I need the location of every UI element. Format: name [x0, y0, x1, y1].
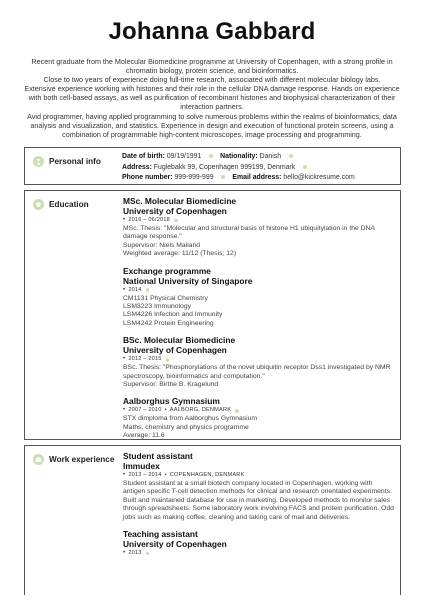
- personal-line-2: [122, 163, 394, 174]
- entry-dates: 2014: [128, 286, 142, 293]
- description-line: MSc. Thesis: "Molecular and structural basis of histone H1 ubiquitylation in the DNA damage response.": [123, 225, 375, 241]
- entry-description: [123, 364, 394, 389]
- personal-line-3: [122, 173, 394, 184]
- entry-organization: University of Copenhagen: [123, 206, 227, 216]
- entry-organization: University of Copenhagen: [123, 539, 227, 550]
- summary-line: Recent graduate from the Molecular Biomedicine programme at University of Copenhagen, with a strong profile in chromatin biology, protein science, and bioinformatics.: [31, 57, 393, 76]
- entry-dates: 2007 – 2010: [128, 407, 162, 414]
- section-title: Education: [49, 200, 89, 209]
- entry-meta: • 2007 – 2010 • AALBORG, DENMARK: [123, 406, 394, 415]
- separator-dot: [174, 219, 178, 223]
- section-header: [33, 199, 89, 210]
- separator-dot: [289, 154, 293, 158]
- description-line: STX dimploma from Aalborghus Gymnasium: [123, 415, 258, 423]
- email-label: Email address:: [232, 174, 282, 181]
- entry-title: Student assistant: [123, 451, 193, 461]
- entry-title: BSc. Molecular Biomedicine: [123, 335, 236, 346]
- personal-line-1: [122, 152, 394, 163]
- separator-dot: [146, 552, 150, 556]
- nationality-label: Nationality:: [220, 153, 258, 160]
- entry-dates: 2016 – 06/2018: [128, 217, 170, 223]
- separator-dot: [235, 409, 239, 413]
- education-entry: [123, 335, 394, 389]
- description-line: LSM3223 Immunology: [123, 303, 192, 311]
- entry-meta: • 2013: [123, 549, 394, 558]
- nationality-value: Danish: [259, 153, 282, 160]
- section-header: [33, 454, 114, 465]
- education-entry: [123, 196, 394, 259]
- phone-label: Phone number:: [122, 174, 173, 181]
- entry-meta: • 2012 – 2015: [123, 355, 394, 364]
- section-title: Personal info: [49, 157, 101, 166]
- work-entry: [123, 451, 394, 522]
- description-line: Weighted average: 11/12 (Thesis; 12): [123, 250, 237, 258]
- separator-dot: [166, 358, 170, 362]
- address-value: Fuglebakk 99, Copenhagen 999199, Denmark: [153, 163, 296, 171]
- profile-summary: [24, 57, 400, 139]
- entry-dates: 2013: [128, 550, 142, 557]
- briefcase-icon: [33, 454, 44, 465]
- entry-meta: • 2016 – 06/2018: [123, 216, 394, 225]
- entry-dates: 2012 – 2015: [128, 356, 162, 363]
- description-line: Student assistant at a small biotech company located in Copenhagen, working with antigen specific T-cell detection methods for clinical and research orientated experiments. Built and maintained database for use in marketing. Developed methods to monitor sales through spreadsheets. Some laboratory work involving FACS and protein purification. Odd jobs such as making coffee, cleaning and taking care of mail and deliveries.: [123, 480, 394, 521]
- entry-title: MSc. Molecular Biomedicine: [123, 196, 237, 206]
- section-title: Work experience: [49, 455, 115, 464]
- dob-value: 09/19/1991: [166, 153, 202, 160]
- entry-title: Teaching assistant: [123, 529, 198, 540]
- education-body: [123, 196, 394, 448]
- email-value: hello@kickresume.com: [283, 174, 355, 181]
- description-line: Supervisor: Niels Mailand: [123, 241, 201, 249]
- entry-description: [123, 480, 394, 522]
- description-line: LSM4226 Infection and Immunity: [123, 311, 223, 319]
- entry-dates: 2013 – 2014: [128, 472, 162, 478]
- dob-label: Date of birth:: [122, 153, 165, 160]
- education-entry: [123, 266, 394, 329]
- summary-line: Avid programmer, having applied programming to solve numerous problems within the realms of bioinformatics, data analysis and visualization, and statistics. Experience in design and execution of functional protein screens, using a combination of programmable high-content microscopes, image processing and programming.: [27, 111, 397, 139]
- summary-line: Extensive experience working with histones and their role in the cellular DNA damage response. Hands on experience with both cell-based assays, as well as purification of recombinant histones and biophysical characterization of their interaction partners.: [24, 84, 400, 112]
- personal-info-section: [24, 147, 401, 185]
- education-entry: [123, 396, 394, 440]
- entry-meta: • 2014: [123, 286, 394, 295]
- description-line: Maths, chemistry and physics programme: [123, 423, 249, 431]
- entry-location: COPENHAGEN, DENMARK: [169, 472, 245, 478]
- description-line: Supervisor: Birthe B. Kragelund: [123, 381, 219, 389]
- education-section: [24, 190, 401, 440]
- description-line: BSc. Thesis: "Phosphorylations of the novel ubiquitin receptor Dss1 investigated by NMR spectroscopy, bioinformatics and computation.": [123, 364, 391, 380]
- summary-line: Close to two years of experience doing full-time research, associated with different molecular biology labs.: [43, 75, 381, 85]
- entry-meta: • 2013 – 2014 • COPENHAGEN, DENMARK: [123, 472, 245, 478]
- personal-info-body: [122, 152, 394, 184]
- education-icon: [33, 199, 44, 210]
- description-line: Average: 11.6: [123, 432, 165, 440]
- separator-dot: [221, 175, 225, 179]
- person-icon: [33, 156, 44, 167]
- address-label: Address:: [122, 163, 152, 171]
- entry-organization: University of Copenhagen: [123, 345, 227, 356]
- entry-title: Aalborghus Gymnasium: [123, 396, 220, 407]
- description-line: LSM4242 Protein Engineering: [123, 319, 214, 327]
- separator-dot: [146, 288, 150, 292]
- work-experience-section: [24, 445, 401, 595]
- candidate-name: Johanna Gabbard: [108, 18, 316, 45]
- separator-dot: [209, 154, 213, 158]
- work-body: [123, 451, 394, 565]
- separator-dot: [303, 165, 307, 169]
- entry-description: [123, 295, 394, 329]
- work-entry: [123, 529, 394, 558]
- entry-organization: Immudex: [123, 461, 160, 471]
- entry-description: [123, 225, 394, 259]
- entry-location: AALBORG, DENMARK: [169, 407, 232, 414]
- entry-description: [123, 415, 394, 440]
- section-header: [33, 156, 101, 167]
- phone-value: 999-999-999: [174, 174, 214, 181]
- entry-title: Exchange programme: [123, 265, 211, 276]
- entry-organization: National University of Singapore: [123, 275, 253, 286]
- description-line: CM1131 Physical Chemistry: [123, 294, 208, 302]
